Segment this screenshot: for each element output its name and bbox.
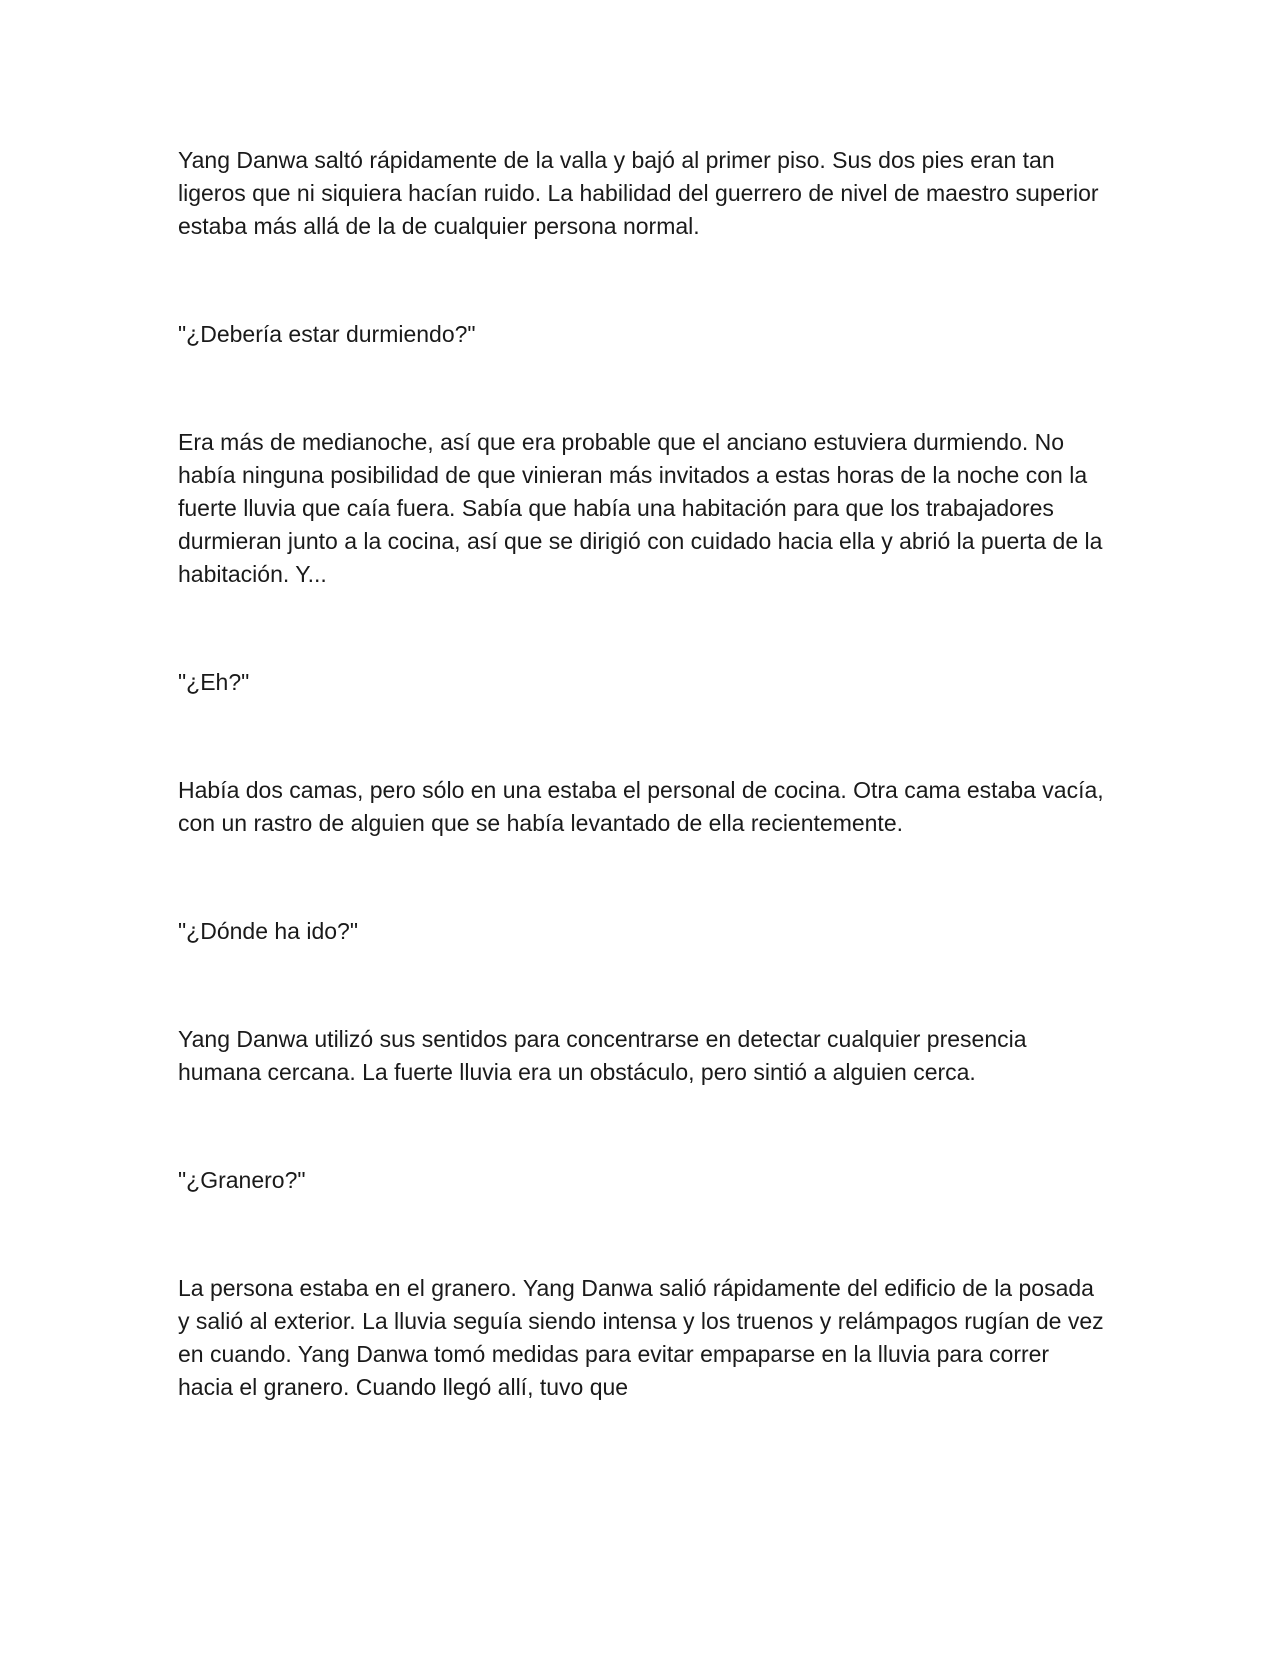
document-body bbox=[178, 144, 1108, 1404]
dialogue-line: "¿Debería estar durmiendo?" bbox=[178, 321, 476, 347]
paragraph: Yang Danwa utilizó sus sentidos para concentrarse en detectar cualquier presencia humana cercana. La fuerte lluvia era un obstáculo, pero sintió a alguien cerca. bbox=[178, 1026, 1027, 1085]
dialogue-line: "¿Granero?" bbox=[178, 1167, 306, 1193]
paragraph: La persona estaba en el granero. Yang Danwa salió rápidamente del edificio de la posada y salió al exterior. La lluvia seguía siendo intensa y los truenos y relámpagos rugían de vez en cuando. Yang Danwa tomó medidas para evitar empaparse en la lluvia para correr hacia el granero. Cuando llegó allí, tuvo que bbox=[178, 1275, 1104, 1400]
paragraph: Yang Danwa saltó rápidamente de la valla y bajó al primer piso. Sus dos pies eran tan ligeros que ni siquiera hacían ruido. La habilidad del guerrero de nivel de maestro superior estaba más allá de la de cualquier persona normal. bbox=[178, 147, 1099, 239]
dialogue-line: "¿Eh?" bbox=[178, 669, 250, 695]
paragraph: Era más de medianoche, así que era probable que el anciano estuviera durmiendo. No había ninguna posibilidad de que vinieran más invitados a estas horas de la noche con la fuerte lluvia que caía fuera. Sabía que había una habitación para que los trabajadores durmieran junto a la cocina, así que se dirigió con cuidado hacia ella y abrió la puerta de la habitación. Y... bbox=[178, 429, 1103, 587]
dialogue-line: "¿Dónde ha ido?" bbox=[178, 918, 359, 944]
paragraph: Había dos camas, pero sólo en una estaba el personal de cocina. Otra cama estaba vacía, con un rastro de alguien que se había levantado de ella recientemente. bbox=[178, 777, 1104, 836]
